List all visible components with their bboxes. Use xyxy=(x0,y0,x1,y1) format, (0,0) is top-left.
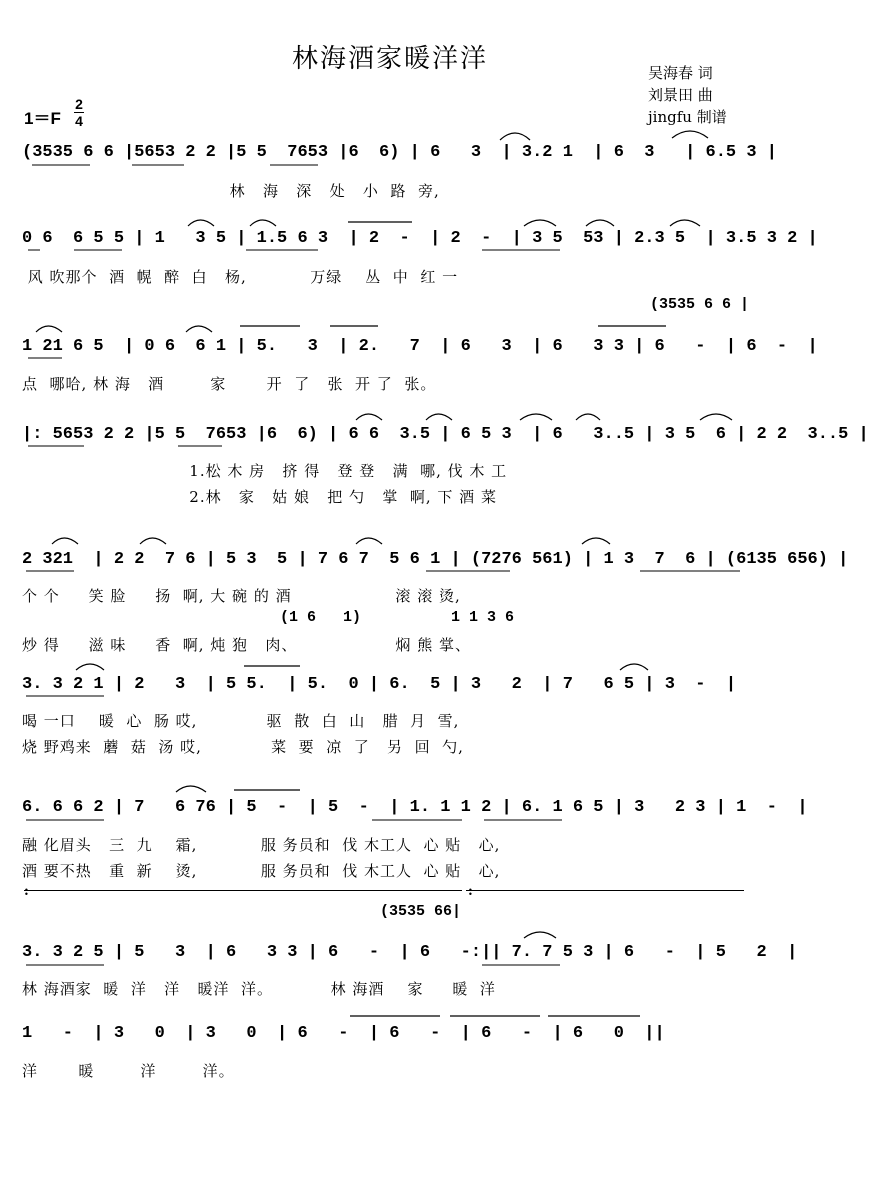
first-ending-mark: : xyxy=(24,884,29,899)
lyric-row-8: 林 海酒家 暖 洋 洋 暖洋 洋。 林 海酒 家 暖 洋 xyxy=(22,980,496,998)
transcriber-credit: jingfu 制谱 xyxy=(648,108,727,126)
notation-row-9: 1 - | 3 0 | 3 0 | 6 - | 6 - | 6 - | 6 0 || xyxy=(22,1024,665,1043)
lyric-row-2: 风 吹那个 酒 幌 醉 白 杨, 万绿 丛 中 红 一 xyxy=(22,268,459,286)
notation-row-8: 3. 3 2 5 | 5 3 | 6 3 3 | 6 - | 6 -:|| 7. 7 5 3 | 6 - | 5 2 | xyxy=(22,943,798,962)
composer-credit: 刘景田 曲 xyxy=(648,86,713,104)
meter-bottom: 4 xyxy=(75,113,83,129)
song-title: 林海酒家暖洋洋 xyxy=(291,44,488,74)
notation-row-3: 1 21 6 5 | 0 6 6 1 | 5. 3 | 2. 7 | 6 3 | 6 3 3 | 6 - | 6 - | xyxy=(22,337,818,356)
lyric-row-5-verse-1: 个 个 笑 脸 扬 啊, 大 碗 的 酒 滚 滚 烫, xyxy=(22,587,461,605)
lyric-row-3: 点 哪哈, 林 海 酒 家 开 了 张 开 了 张。 xyxy=(22,375,437,393)
lyric-row-4-verse-1: 1.松 木 房 挤 得 登 登 满 哪, 伐 木 工 xyxy=(22,462,508,480)
lyric-row-9: 洋 暖 洋 洋。 xyxy=(22,1062,235,1080)
notation-row-7: 6. 6 6 2 | 7 6 76 | 5 - | 5 - | 1. 1 1 2 | 6. 1 6 5 | 3 2 3 | 1 - | xyxy=(22,798,808,817)
notation-row-3-intro: (3535 6 6 | xyxy=(650,296,750,313)
lyric-row-5-verse-2: 炒 得 滋 味 香 啊, 炖 狍 肉、 焖 熊 掌、 xyxy=(22,636,471,654)
notation-row-8-intro: (3535 66| xyxy=(380,903,462,920)
lyric-row-7-verse-1: 融 化眉头 三 九 霜, 服 务员和 伐 木工人 心 贴 心, xyxy=(22,836,501,854)
lyric-row-4-verse-2: 2.林 家 姑 娘 把 勺 掌 啊, 下 酒 菜 xyxy=(22,488,497,506)
notation-row-1: (3535 6 6 |5653 2 2 |5 5 7653 |6 6) | 6 3 | 3.2 1 | 6 3 | 6.5 3 | xyxy=(22,143,777,162)
second-ending-bracket xyxy=(466,890,744,891)
notation-row-5-alt: (1 6 1) 1 1 3 6 xyxy=(280,609,515,626)
time-signature xyxy=(74,96,84,129)
first-ending-bracket xyxy=(24,890,462,891)
lyric-row-7-verse-2: 酒 要不热 重 新 烫, 服 务员和 伐 木工人 心 贴 心, xyxy=(22,862,501,880)
notation-row-4: |: 5653 2 2 |5 5 7653 |6 6) | 6 6 3.5 | 6 5 3 | 6 3..5 | 3 5 6 | 2 2 3..5 | xyxy=(22,425,869,444)
notation-row-5: 2 321 | 2 2 7 6 | 5 3 5 | 7 6 7 5 6 1 | (7276 561) | 1 3 7 6 | (6135 656) | xyxy=(22,550,849,569)
lyric-row-1: 林 海 深 处 小 路 旁, xyxy=(22,182,440,200)
credits-block xyxy=(648,62,727,128)
notation-row-6: 3. 3 2 1 | 2 3 | 5 5. | 5. 0 | 6. 5 | 3 2 | 7 6 5 | 3 - | xyxy=(22,675,737,694)
key-signature: 1＝F xyxy=(24,109,61,128)
lyric-row-6-verse-2: 烧 野鸡来 蘑 菇 汤 哎, 菜 要 凉 了 另 回 勺, xyxy=(22,738,464,756)
second-ending-mark: : xyxy=(468,884,473,899)
meter-top: 2 xyxy=(75,96,83,112)
lyricist-credit: 吴海春 词 xyxy=(648,64,713,82)
notation-row-2: 0 6 6 5 5 | 1 3 5 | 1.5 6 3 | 2 - | 2 - | 3 5 53 | 2.3 5 | 3.5 3 2 | xyxy=(22,229,818,248)
lyric-row-6-verse-1: 喝 一口 暖 心 肠 哎, 驱 散 白 山 腊 月 雪, xyxy=(22,712,460,730)
